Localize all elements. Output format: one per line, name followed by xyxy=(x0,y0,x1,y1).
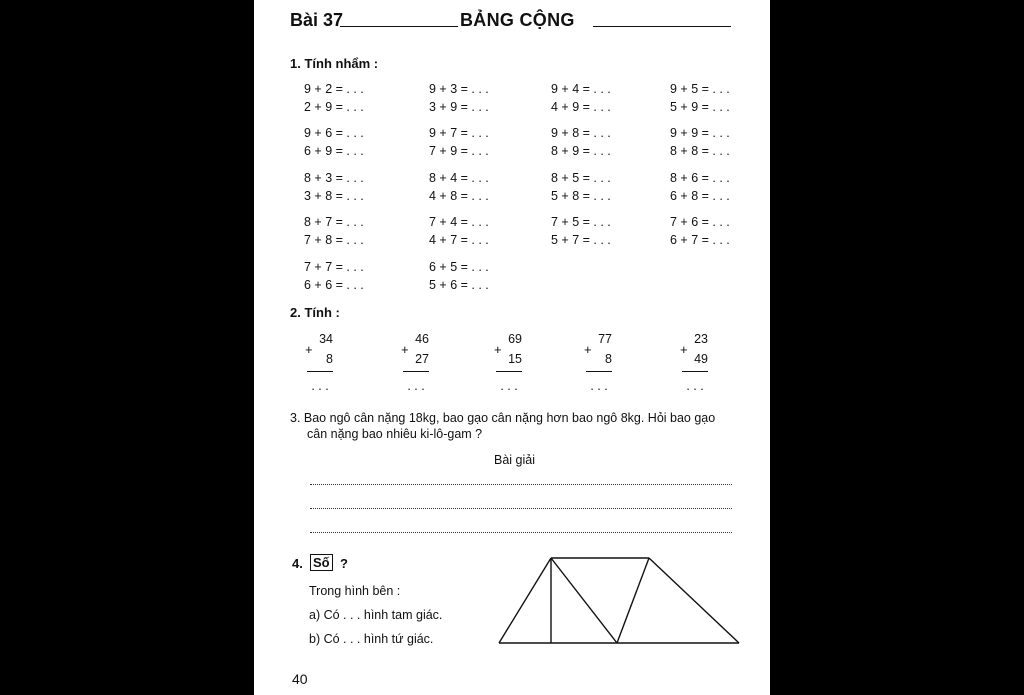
sum-blank: . . . xyxy=(500,379,518,393)
equation: 7 + 9 = . . . xyxy=(429,144,489,158)
equation: 8 + 6 = . . . xyxy=(670,171,730,185)
figure-left-edge xyxy=(499,558,551,643)
sum-bar xyxy=(682,371,708,372)
section4-number: 4. xyxy=(292,556,303,571)
geometry-figure xyxy=(494,550,754,650)
title-rule-left xyxy=(340,26,458,27)
section4-part-b: b) Có . . . hình tứ giác. xyxy=(309,632,434,646)
section2-title: 2. Tính : xyxy=(290,305,340,320)
problem3-text-line2: cân nặng bao nhiêu ki-lô-gam ? xyxy=(307,427,483,441)
answer-line xyxy=(310,484,732,485)
section4-box xyxy=(310,554,333,571)
addend-bottom: 8 xyxy=(605,352,612,366)
sum-bar xyxy=(496,371,522,372)
figure-right-edge xyxy=(649,558,739,643)
equation: 5 + 8 = . . . xyxy=(551,189,611,203)
equation: 3 + 8 = . . . xyxy=(304,189,364,203)
addend-top: 23 xyxy=(694,332,708,346)
equation: 8 + 9 = . . . xyxy=(551,144,611,158)
addend-bottom: 49 xyxy=(694,352,708,366)
addend-top: 34 xyxy=(319,332,333,346)
plus-sign: + xyxy=(584,342,592,357)
equation: 5 + 6 = . . . xyxy=(429,278,489,292)
sum-bar xyxy=(307,371,333,372)
sum-bar xyxy=(586,371,612,372)
equation: 8 + 8 = . . . xyxy=(670,144,730,158)
equation: 3 + 9 = . . . xyxy=(429,100,489,114)
section4-question-mark: ? xyxy=(340,556,348,571)
equation: 9 + 2 = . . . xyxy=(304,82,364,96)
equation: 4 + 8 = . . . xyxy=(429,189,489,203)
page-number: 40 xyxy=(292,671,308,687)
answer-line xyxy=(310,508,732,509)
equation: 7 + 6 = . . . xyxy=(670,215,730,229)
section4-part-a: a) Có . . . hình tam giác. xyxy=(309,608,443,622)
sum-blank: . . . xyxy=(407,379,425,393)
equation: 9 + 4 = . . . xyxy=(551,82,611,96)
problem3-text-line1: 3. Bao ngô cân nặng 18kg, bao gạo cân nặng hơn bao ngô 8kg. Hỏi bao gạo xyxy=(290,411,716,425)
equation: 8 + 3 = . . . xyxy=(304,171,364,185)
equation: 6 + 6 = . . . xyxy=(304,278,364,292)
figure-diagonal-segment xyxy=(551,558,617,643)
equation: 4 + 9 = . . . xyxy=(551,100,611,114)
equation: 6 + 7 = . . . xyxy=(670,233,730,247)
sum-blank: . . . xyxy=(686,379,704,393)
equation: 2 + 9 = . . . xyxy=(304,100,364,114)
figure-inner-segment xyxy=(617,558,649,643)
title-rule-right xyxy=(593,26,731,27)
equation: 8 + 5 = . . . xyxy=(551,171,611,185)
equation: 7 + 5 = . . . xyxy=(551,215,611,229)
plus-sign: + xyxy=(494,342,502,357)
addend-bottom: 8 xyxy=(326,352,333,366)
addend-top: 69 xyxy=(508,332,522,346)
equation: 7 + 8 = . . . xyxy=(304,233,364,247)
addend-top: 46 xyxy=(415,332,429,346)
equation: 7 + 7 = . . . xyxy=(304,260,364,274)
section1-title: 1. Tính nhẩm : xyxy=(290,56,379,71)
plus-sign: + xyxy=(680,342,688,357)
equation: 5 + 9 = . . . xyxy=(670,100,730,114)
equation: 7 + 4 = . . . xyxy=(429,215,489,229)
addend-bottom: 27 xyxy=(415,352,429,366)
sum-blank: . . . xyxy=(590,379,608,393)
section4-intro: Trong hình bên : xyxy=(309,584,401,598)
equation: 6 + 8 = . . . xyxy=(670,189,730,203)
addend-bottom: 15 xyxy=(508,352,522,366)
equation: 6 + 5 = . . . xyxy=(429,260,489,274)
sum-bar xyxy=(403,371,429,372)
plus-sign: + xyxy=(305,342,313,357)
sum-blank: . . . xyxy=(311,379,329,393)
addend-top: 77 xyxy=(598,332,612,346)
equation: 9 + 5 = . . . xyxy=(670,82,730,96)
equation: 9 + 6 = . . . xyxy=(304,126,364,140)
fill-in-number-box: Số xyxy=(310,554,333,571)
equation: 8 + 7 = . . . xyxy=(304,215,364,229)
workbook-page xyxy=(254,0,770,695)
lesson-number: Bài 37 xyxy=(290,10,344,30)
equation: 5 + 7 = . . . xyxy=(551,233,611,247)
answer-line xyxy=(310,532,732,533)
equation: 8 + 4 = . . . xyxy=(429,171,489,185)
plus-sign: + xyxy=(401,342,409,357)
equation: 9 + 9 = . . . xyxy=(670,126,730,140)
page-title: BẢNG CỘNG xyxy=(460,10,575,30)
equation: 9 + 8 = . . . xyxy=(551,126,611,140)
solution-label: Bài giải xyxy=(494,453,535,467)
equation: 9 + 7 = . . . xyxy=(429,126,489,140)
equation: 6 + 9 = . . . xyxy=(304,144,364,158)
equation: 9 + 3 = . . . xyxy=(429,82,489,96)
equation: 4 + 7 = . . . xyxy=(429,233,489,247)
